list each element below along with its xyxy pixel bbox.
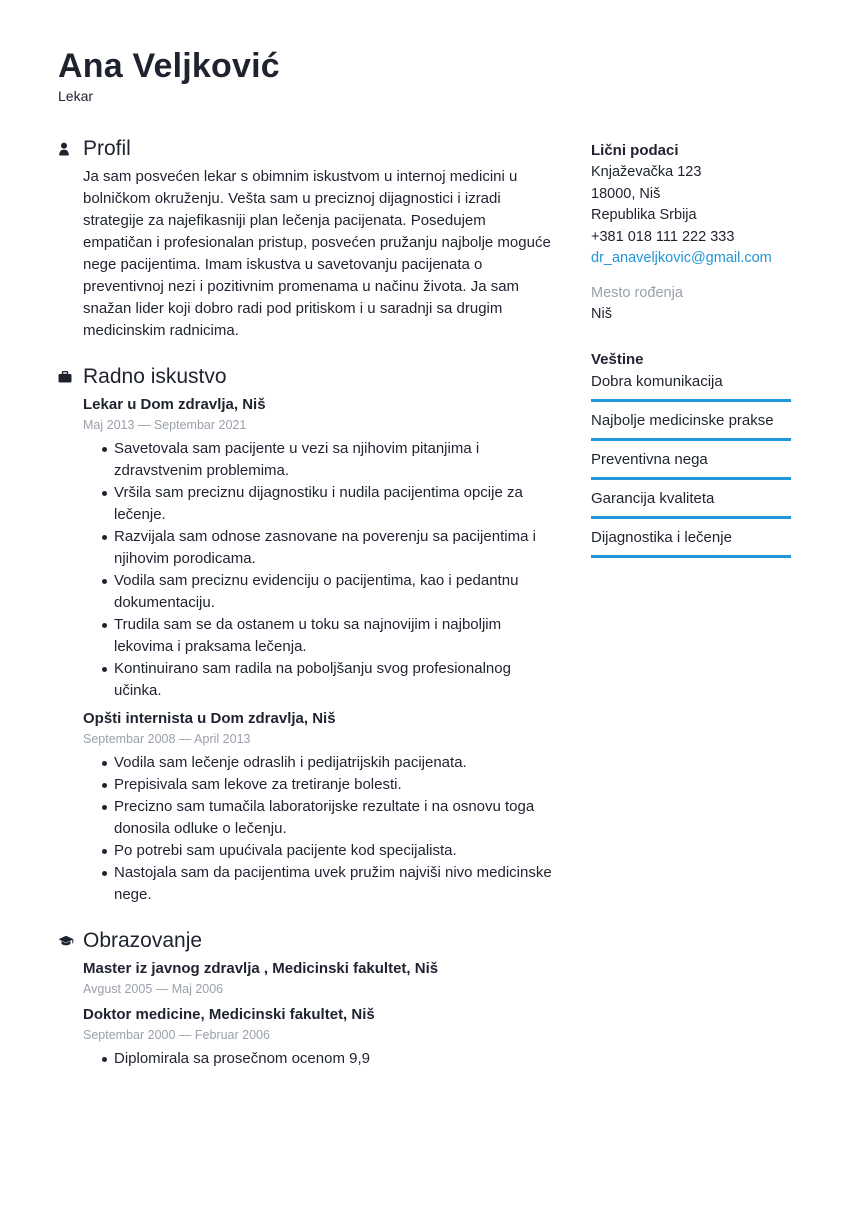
skill-label: Najbolje medicinske prakse bbox=[591, 412, 774, 429]
bullet-item: Trudila sam se da ostanem u toku sa najnovijim i najboljim lekovima i praksama lečenja. bbox=[83, 614, 554, 658]
personal-heading: Lični podaci bbox=[591, 142, 679, 159]
birthplace-label: Mesto rođenja bbox=[591, 284, 683, 301]
country: Republika Srbija bbox=[591, 207, 697, 223]
degree-bullets bbox=[83, 1048, 558, 1070]
bullet-item: Vršila sam preciznu dijagnostiku i nudila pacijentima opcije za lečenje. bbox=[83, 482, 554, 526]
skill-item bbox=[591, 449, 791, 480]
profile-heading: Profil bbox=[83, 137, 131, 160]
bullet-item: Razvijala sam odnose zasnovane na poverenju sa pacijentima i njihovim porodicama. bbox=[83, 526, 554, 570]
degree-title: Doktor medicine, Medicinski fakultet, Niš bbox=[83, 1006, 375, 1023]
bullet-item: Nastojala sam da pacijentima uvek pružim najviši nivo medicinske nege. bbox=[83, 862, 554, 906]
skill-label: Dobra komunikacija bbox=[591, 373, 723, 390]
education-section bbox=[58, 928, 558, 1070]
experience-heading: Radno iskustvo bbox=[83, 365, 227, 388]
skill-level-bar bbox=[591, 555, 791, 558]
experience-heading-row bbox=[58, 364, 558, 390]
briefcase-icon bbox=[58, 367, 83, 387]
profile-heading-row bbox=[58, 136, 558, 162]
education-entry bbox=[83, 958, 558, 998]
skills-heading: Veštine bbox=[591, 351, 644, 368]
bullet-item: Prepisivala sam lekove za tretiranje bolesti. bbox=[83, 774, 554, 796]
job-dates: Maj 2013 — Septembar 2021 bbox=[83, 418, 247, 432]
job-title: Lekar u Dom zdravlja, Niš bbox=[83, 396, 266, 413]
bullet-item: Po potrebi sam upućivala pacijente kod specijalista. bbox=[83, 840, 554, 862]
skill-item bbox=[591, 371, 791, 402]
phone: +381 018 111 222 333 bbox=[591, 228, 735, 245]
experience-section bbox=[58, 364, 558, 906]
degree-dates: Septembar 2000 — Februar 2006 bbox=[83, 1028, 270, 1042]
bullet-item: Kontinuirano sam radila na poboljšanju svog profesionalnog učinka. bbox=[83, 658, 554, 702]
bullet-item: Vodila sam preciznu evidenciju o pacijentima, kao i pedantnu dokumentaciju. bbox=[83, 570, 554, 614]
main-column bbox=[58, 136, 558, 1092]
degree-dates: Avgust 2005 — Maj 2006 bbox=[83, 982, 224, 996]
skill-item bbox=[591, 410, 791, 441]
skill-label: Preventivna nega bbox=[591, 451, 708, 468]
email-link[interactable]: dr_anaveljkovic@gmail.com bbox=[591, 250, 772, 266]
candidate-name: Ana Veljković bbox=[58, 47, 280, 85]
job-bullets bbox=[83, 752, 558, 906]
education-entry bbox=[83, 1004, 558, 1070]
side-column bbox=[591, 140, 791, 566]
job-entry bbox=[83, 708, 558, 906]
education-heading: Obrazovanje bbox=[83, 929, 203, 952]
skill-level-bar bbox=[591, 438, 791, 441]
skill-level-bar bbox=[591, 516, 791, 519]
degree-title: Master iz javnog zdravlja , Medicinski fakultet, Niš bbox=[83, 960, 439, 977]
address-line-1: Knjaževačka 123 bbox=[591, 164, 702, 180]
job-title: Opšti internista u Dom zdravlja, Niš bbox=[83, 710, 336, 727]
profile-summary: Ja sam posvećen lekar s obimnim iskustvom u internoj medicini u bolničkom okruženju. Vešta sam u preciznoj dijagnostici i izradi strategije za najefikasniji plan lečenja pacijenata. Posedujem empatičan i profesionalan pristup, posvećen pružanju najbolje moguće nege pacijentima. Imam iskustva u savetovanju pacijenata o preventivnoj nezi i pozitivnim promenama u načinu života. Ja sam snažan lider koji dobro radi pod pritiskom i u saradnji sa drugim medicinskim radnicima. bbox=[83, 168, 551, 339]
address-line-2: 18000, Niš bbox=[591, 185, 661, 202]
graduation-cap-icon bbox=[58, 931, 83, 951]
skill-level-bar bbox=[591, 477, 791, 480]
person-icon bbox=[58, 139, 83, 159]
skill-label: Garancija kvaliteta bbox=[591, 490, 715, 507]
bullet-item: Precizno sam tumačila laboratorijske rezultate i na osnovu toga donosila odluke o lečenju. bbox=[83, 796, 554, 840]
skill-item bbox=[591, 488, 791, 519]
jobs-list bbox=[83, 394, 558, 906]
education-list bbox=[83, 958, 558, 1070]
bullet-item: Vodila sam lečenje odraslih i pedijatrijskih pacijenata. bbox=[83, 752, 554, 774]
skill-label: Dijagnostika i lečenje bbox=[591, 529, 732, 546]
skill-level-bar bbox=[591, 399, 791, 402]
profile-section bbox=[58, 136, 558, 342]
education-heading-row bbox=[58, 928, 558, 954]
resume-header bbox=[58, 46, 280, 104]
bullet-item: Savetovala sam pacijente u vezi sa njihovim pitanjima i zdravstvenim problemima. bbox=[83, 438, 554, 482]
job-dates: Septembar 2008 — April 2013 bbox=[83, 732, 251, 746]
skill-item bbox=[591, 527, 791, 558]
bullet-item: Diplomirala sa prosečnom ocenom 9,9 bbox=[83, 1048, 554, 1070]
job-bullets bbox=[83, 438, 558, 702]
job-entry bbox=[83, 394, 558, 702]
candidate-title: Lekar bbox=[58, 88, 94, 104]
birthplace: Niš bbox=[591, 305, 612, 322]
